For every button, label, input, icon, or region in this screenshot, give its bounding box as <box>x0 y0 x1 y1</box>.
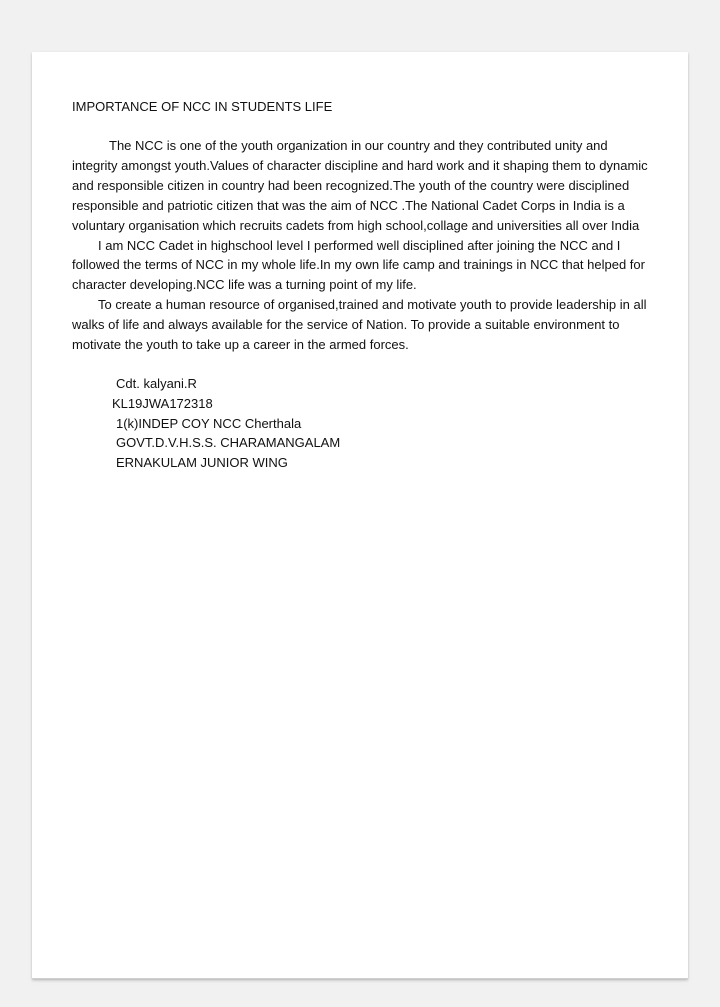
paragraph-1: The NCC is one of the youth organization in our country and they contributed unity and integrity amongst youth.Values of character discipline and hard work and it shaping them to dynamic and responsible citizen in country had been recognized.The youth of the country were disciplined responsible and patriotic citizen that was the aim of NCC .The National Cadet Corps in India is a voluntary organisation which recruits cadets from high school,collage and universities all over India <box>72 138 648 233</box>
signature-unit: 1(k)INDEP COY NCC Cherthala <box>116 415 302 431</box>
signature-wing: ERNAKULAM JUNIOR WING <box>116 455 288 471</box>
signature-block <box>72 374 652 473</box>
document-page <box>32 52 688 979</box>
signature-name: Cdt. kalyani.R <box>116 375 197 391</box>
document-title: IMPORTANCE OF NCC IN STUDENTS LIFE <box>72 99 333 114</box>
signature-id: KL19JWA172318 <box>112 395 213 411</box>
paragraph-3: To create a human resource of organised,trained and motivate youth to provide leadership in all walks of life and always available for the service of Nation. To provide a suitable environment to motivate the youth to take up a career in the armed forces. <box>72 297 647 353</box>
signature-school: GOVT.D.V.H.S.S. CHARAMANGALAM <box>116 435 341 451</box>
paragraph-2: I am NCC Cadet in highschool level I performed well disciplined after joining the NCC and I followed the terms of NCC in my whole life.In my own life camp and trainings in NCC that helped for character developing.NCC life was a turning point of my life. <box>72 237 645 293</box>
document-body <box>72 136 652 355</box>
document-content <box>72 98 652 473</box>
